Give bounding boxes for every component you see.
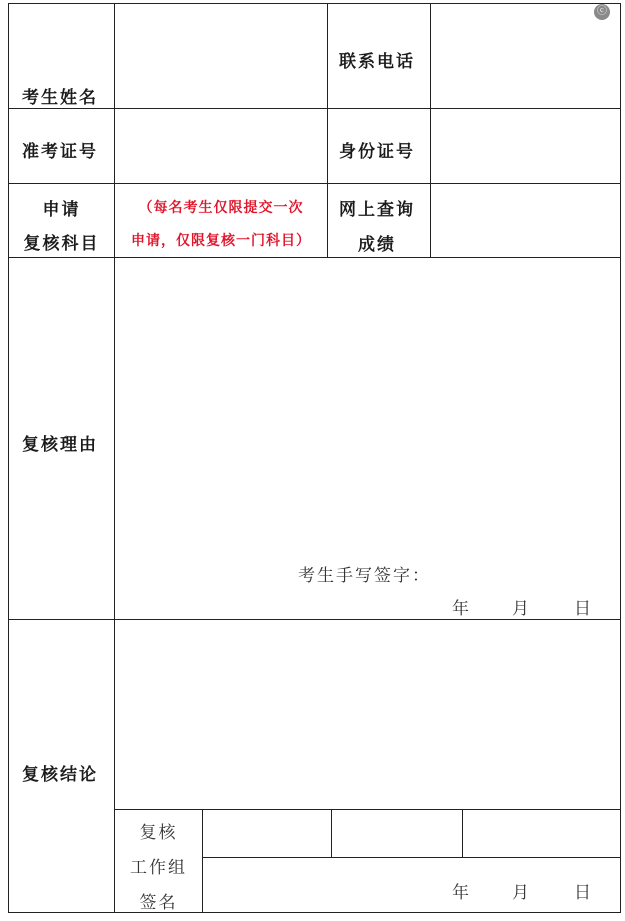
team-label-line3: 签名	[139, 893, 178, 913]
frame-bottom	[8, 912, 621, 913]
row-divider-5	[114, 809, 621, 810]
online-label-line2: 成绩	[358, 235, 396, 255]
reason-year: 年	[452, 599, 471, 619]
team-label-line1: 复核	[139, 823, 178, 843]
cc-license-icon: ⓒ	[594, 4, 610, 20]
subject-note-line1: （每名考生仅限提交一次	[138, 200, 304, 216]
row-divider-3	[8, 257, 621, 258]
row-divider-6	[202, 857, 621, 858]
ticket-label: 准考证号	[22, 142, 98, 162]
conclusion-month: 月	[512, 883, 531, 903]
team-label-line2: 工作组	[130, 858, 187, 878]
row-divider-1	[8, 108, 621, 109]
row-divider-4	[8, 619, 621, 620]
subject-note-line2: 申请，仅限复核一门科目）	[131, 233, 311, 249]
signature-label: 考生手写签字：	[298, 566, 431, 586]
col-divider-team	[202, 809, 203, 913]
conclusion-year: 年	[452, 883, 471, 903]
frame-left	[8, 3, 9, 913]
row-divider-2	[8, 183, 621, 184]
col-divider-sign-1	[331, 809, 332, 858]
col-divider-mid	[327, 3, 328, 258]
phone-label: 联系电话	[339, 52, 415, 72]
reason-month: 月	[512, 599, 531, 619]
conclusion-label: 复核结论	[22, 765, 98, 785]
name-label: 考生姓名	[22, 88, 98, 108]
online-label-line1: 网上查询	[339, 200, 415, 220]
col-divider-label	[114, 3, 115, 913]
reason-day: 日	[574, 599, 593, 619]
frame-right	[620, 3, 621, 913]
reason-label: 复核理由	[22, 435, 98, 455]
col-divider-right	[430, 3, 431, 258]
id-label: 身份证号	[339, 142, 415, 162]
subject-label-line2: 复核科目	[23, 234, 100, 254]
col-divider-sign-2	[462, 809, 463, 858]
subject-label-line1: 申请	[42, 200, 81, 220]
frame-top	[8, 3, 621, 4]
conclusion-day: 日	[574, 883, 593, 903]
